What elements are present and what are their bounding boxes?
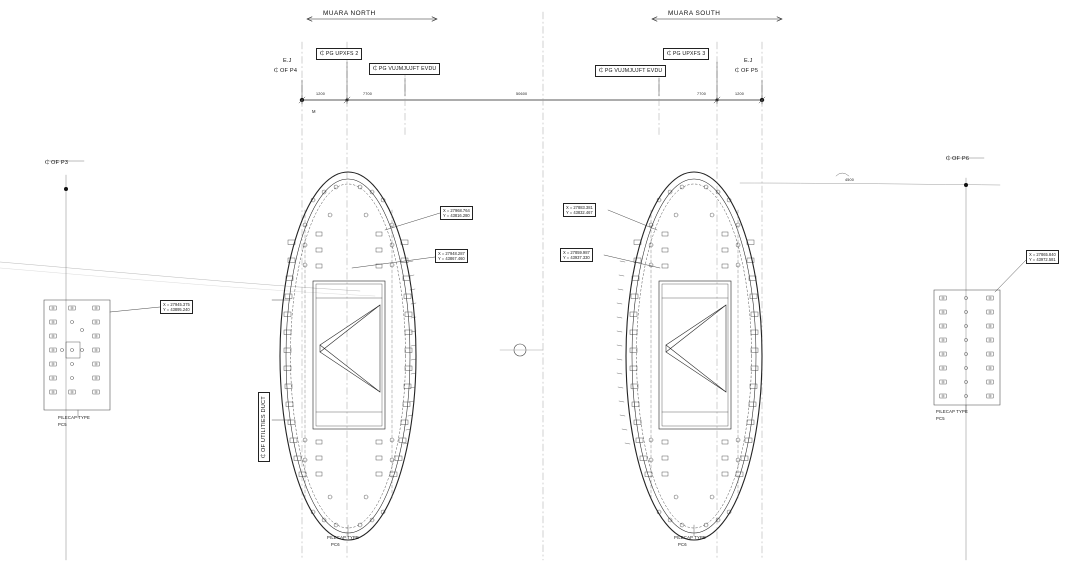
pilecap-north-line2: PC6	[331, 542, 340, 547]
callout-pier-2	[316, 48, 362, 60]
coordinate-tag-left-pilecap	[160, 300, 193, 314]
callout-pier-3-text: PG UPXFS 3	[672, 50, 706, 57]
callout-pier-2-text: PG UPXFS 2	[325, 50, 359, 57]
ej-p4-line1: E.J	[283, 58, 292, 64]
centerline-symbol-p4: ₵	[274, 68, 279, 74]
coord-y: Y = 43972.581	[1029, 257, 1056, 263]
centerline-symbol-pier3: ₵	[667, 50, 672, 57]
coord-x: X = 27883.381	[566, 205, 593, 210]
coordinate-tag-north-center	[435, 249, 468, 263]
centerline-symbol-pier2: ₵	[320, 50, 325, 57]
ej-p4-text: OF P4	[279, 68, 298, 74]
coord-x: X = 27968.764	[443, 208, 470, 213]
dimension-1: 1200	[316, 92, 326, 96]
title-muara-north: MUARA NORTH	[323, 10, 376, 17]
coordinate-tag-north-upper	[440, 206, 473, 220]
title-muara-south: MUARA SOUTH	[668, 10, 721, 17]
pilecap-north-line1: PILECAP TYPE	[327, 535, 360, 540]
coordinate-tag-south-upper	[563, 203, 596, 217]
coord-x: X = 27948.287	[438, 251, 465, 256]
dimension-2: 7700	[363, 92, 373, 96]
coord-y: Y = 43937.330	[563, 255, 590, 261]
centerline-symbol-p5: ₵	[735, 68, 740, 74]
ej-p5-text: OF P5	[740, 68, 759, 74]
dimension-5: 1200	[735, 92, 745, 96]
centerline-symbol-p3: ₵	[45, 160, 50, 166]
label-utilities-duct	[258, 392, 270, 462]
cl-p3-text: OF P3	[50, 160, 69, 166]
pilecap-south-line2: PC6	[678, 542, 687, 547]
ej-p5-line2	[735, 68, 758, 75]
cl-p6	[946, 156, 969, 163]
pilecap-left-line1: PILECAP TYPE	[58, 415, 91, 420]
coordinate-tag-south-center	[560, 248, 593, 262]
dimension-3: 50600	[516, 92, 528, 96]
callout-shaft-3-text: PG VUJMJUJFT EVDU	[604, 67, 663, 74]
coord-x: X = 27859.987	[563, 250, 590, 255]
label-utilities-duct-box	[258, 392, 270, 462]
coordinate-tag-right-pilecap	[1026, 250, 1059, 264]
coord-y: Y = 43867.460	[438, 256, 465, 262]
ej-p4-line2	[274, 68, 297, 75]
centerline-symbol-p6: ₵	[946, 156, 951, 162]
callout-shaft-2	[369, 63, 440, 75]
centerline-symbol-duct: ₵	[260, 453, 267, 458]
callout-shaft-2-text: PG VUJMJUJFT EVDU	[378, 65, 437, 72]
centerline-symbol-shaft2: ₵	[373, 65, 378, 72]
coord-y: Y = 43895.240	[163, 307, 190, 313]
label-utilities-duct-text: OF UTILITIES DUCT	[260, 396, 267, 453]
dimension-4: 7700	[697, 92, 707, 96]
pilecap-left-line2: PC5	[58, 422, 67, 427]
callout-shaft-3	[595, 65, 666, 77]
dimension-6: 4500	[845, 178, 855, 182]
centerline-symbol-shaft3: ₵	[599, 67, 604, 74]
coord-y: Y = 43832.467	[566, 210, 593, 216]
pilecap-south-line1: PILECAP TYPE	[674, 535, 707, 540]
pilecap-right-line1: PILECAP TYPE	[936, 409, 969, 414]
coord-x: X = 27945.375	[163, 302, 190, 307]
callout-pier-3	[663, 48, 709, 60]
cl-p6-text: OF P6	[951, 156, 970, 162]
ej-p5-line1: E.J	[744, 58, 753, 64]
coord-x: X = 27865.840	[1029, 252, 1056, 257]
mark-m: M	[312, 109, 316, 114]
pilecap-right-line2: PC5	[936, 416, 945, 421]
coord-y: Y = 43816.280	[443, 213, 470, 219]
cl-p3	[45, 160, 68, 167]
